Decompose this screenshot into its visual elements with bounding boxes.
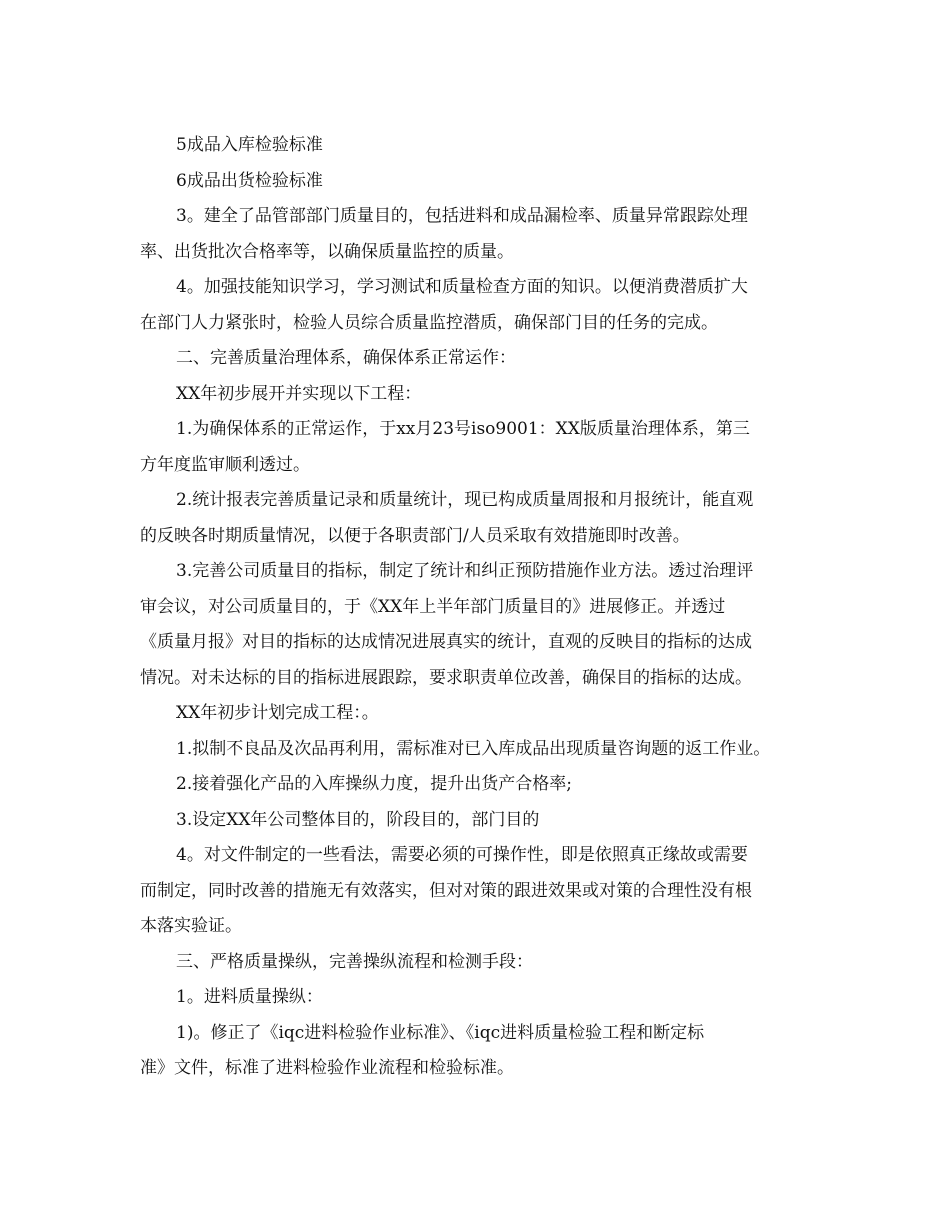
text-line: XX年初步计划完成工程：。 <box>176 703 379 723</box>
section-heading: 二、完善质量治理体系，确保体系正常运作： <box>176 348 516 368</box>
text-line: 1.拟制不良品及次品再利用，需标准对已入库成品出现质量咨询题的返工作业。 <box>176 738 771 759</box>
text-line: 2.接着强化产品的入库操纵力度，提升出货产合格率; <box>176 774 572 794</box>
text-line: 方年度监审顺利透过。 <box>140 454 310 475</box>
document-body <box>140 128 830 1087</box>
text-line: 1。进料质量操纵： <box>176 987 323 1007</box>
text-line: 1)。修正了《iqc进料检验作业标准》、《iqc进料质量检验工程和断定标 <box>176 1022 705 1043</box>
text-line: 准》文件，标准了进料检验作业流程和检验标准。 <box>140 1058 514 1078</box>
text-line: XX年初步展开并实现以下工程： <box>176 383 422 404</box>
text-line: 3。建全了品管部部门质量目的，包括进料和成品漏检率、质量异常跟踪处理 <box>176 206 748 226</box>
text-line: 本落实验证。 <box>140 916 242 936</box>
text-line: 的反映各时期质量情况，以便于各职责部门/人员采取有效措施即时改善。 <box>140 525 690 546</box>
text-line: 3.完善公司质量目的指标，制定了统计和纠正预防措施作业方法。透过治理评 <box>176 561 754 581</box>
section-heading: 三、严格质量操纵，完善操纵流程和检测手段： <box>176 951 533 972</box>
text-line: 4。加强技能知识学习，学习测试和质量检查方面的知识。以便消费潜质扩大 <box>176 277 748 297</box>
text-line: 3.设定XX年公司整体目的，阶段目的，部门目的 <box>176 809 540 830</box>
text-line: 在部门人力紧张时，检验人员综合质量监控潜质，确保部门目的任务的完成。 <box>140 312 718 333</box>
text-line: 4。对文件制定的一些看法，需要必须的可操作性，即是依照真正缘故或需要 <box>176 845 748 865</box>
text-line: 2.统计报表完善质量记录和质量统计，现已构成质量周报和月报统计，能直观 <box>176 490 754 510</box>
text-line: 而制定，同时改善的措施无有效落实，但对对策的跟进效果或对策的合理性没有根 <box>140 880 752 901</box>
text-line: 率、出货批次合格率等，以确保质量监控的质量。 <box>140 241 514 262</box>
text-line: 6成品出货检验标准 <box>176 170 323 191</box>
text-line: 1.为确保体系的正常运作，于xx月23号iso9001：XX版质量治理体系，第三 <box>176 419 750 439</box>
text-line: 5成品入库检验标准 <box>176 135 323 155</box>
text-line: 审会议，对公司质量目的，于《XX年上半年部门质量目的》进展修正。并透过 <box>140 596 726 617</box>
text-line: 情况。对未达标的目的指标进展跟踪，要求职责单位改善，确保目的指标的达成。 <box>140 667 752 688</box>
text-line: 《质量月报》对目的指标的达成情况进展真实的统计，直观的反映目的指标的达成 <box>140 632 752 652</box>
